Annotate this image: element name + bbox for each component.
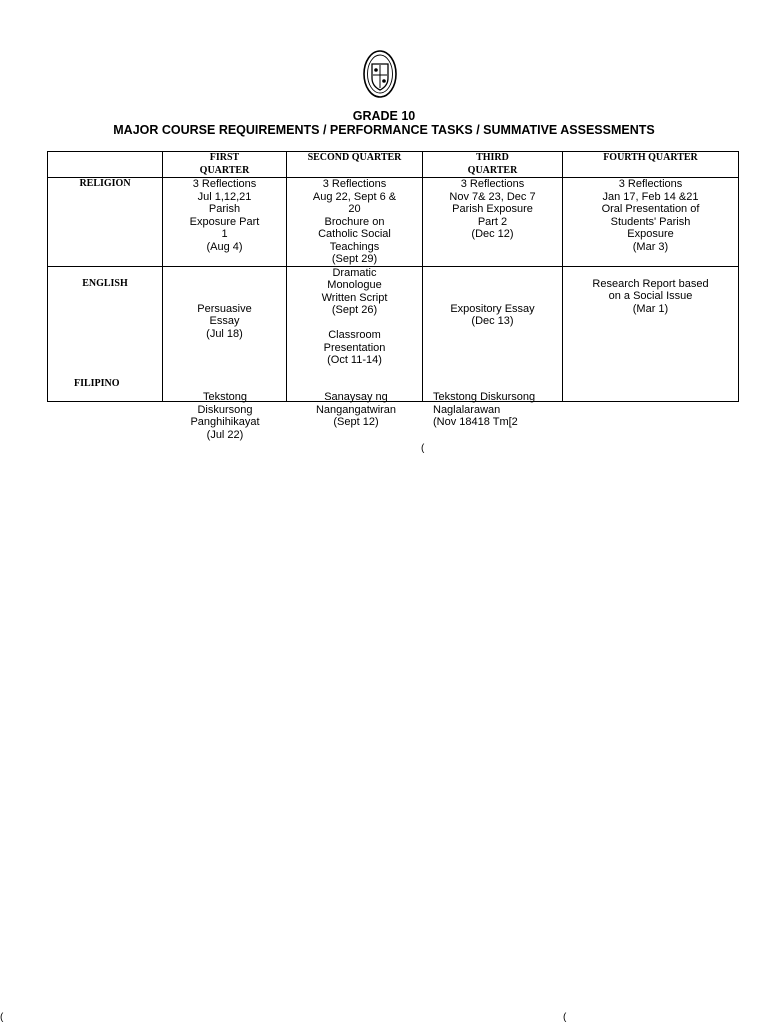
filipino-q2-cell: Sanaysay ng Nangangatwiran (Sept 12) (315, 391, 397, 428)
header-third-quarter: THIRD QUARTER (467, 152, 518, 176)
subject-label-filipino: FILIPINO (74, 378, 120, 389)
religion-q2-cell: 3 Reflections Aug 22, Sept 6 & 20 Brochure on Catholic Social Teachings (Sept 29) (312, 178, 397, 265)
religion-q4-cell: 3 Reflections Jan 17, Feb 14 &21 Oral Presentation of Students' Parish Exposure (Mar 3) (601, 178, 700, 253)
stray-mark: ( (421, 443, 425, 454)
header-second-quarter: SECOND QUARTER (307, 152, 402, 163)
filipino-q1-cell: Tekstong Diskursong Panghihikayat (Jul 22) (190, 391, 260, 441)
header-empty-cell (48, 152, 163, 178)
subject-label-english: ENGLISH (82, 277, 128, 289)
stray-mark: ( (0, 1012, 4, 1023)
table-header-row (48, 152, 739, 178)
grade-title: GRADE 10 (352, 109, 416, 123)
filipino-q3-cell: Tekstong Diskursong Naglalarawan (Nov 18418 Tm[2 (433, 391, 536, 428)
table-row-english (48, 266, 739, 401)
header-first-quarter: FIRST QUARTER (199, 152, 250, 176)
page-subtitle: MAJOR COURSE REQUIREMENTS / PERFORMANCE TASKS / SUMMATIVE ASSESSMENTS (113, 123, 655, 137)
header-fourth-quarter: FOURTH QUARTER (603, 152, 698, 163)
religion-q1-cell: 3 Reflections Jul 1,12,21 Parish Exposure Part 1 (Aug 4) (189, 178, 260, 253)
english-q2-cell: Dramatic Monologue Written Script (Sept 26) Classroom Presentation (Oct 11-14) (321, 266, 388, 366)
table-row-religion (48, 178, 739, 267)
subject-label-religion: RELIGION (79, 178, 131, 189)
english-q1-cell: Persuasive Essay (Jul 18) (197, 302, 252, 340)
school-seal-logo (362, 48, 398, 100)
english-q4-cell: Research Report based on a Social Issue (Mar 1) (592, 277, 709, 315)
stray-mark: ( (563, 1012, 567, 1023)
requirements-table (47, 151, 739, 402)
english-q3-cell: Expository Essay (Dec 13) (450, 302, 535, 327)
religion-q3-cell: 3 Reflections Nov 7& 23, Dec 7 Parish Exposure Part 2 (Dec 12) (449, 178, 536, 240)
